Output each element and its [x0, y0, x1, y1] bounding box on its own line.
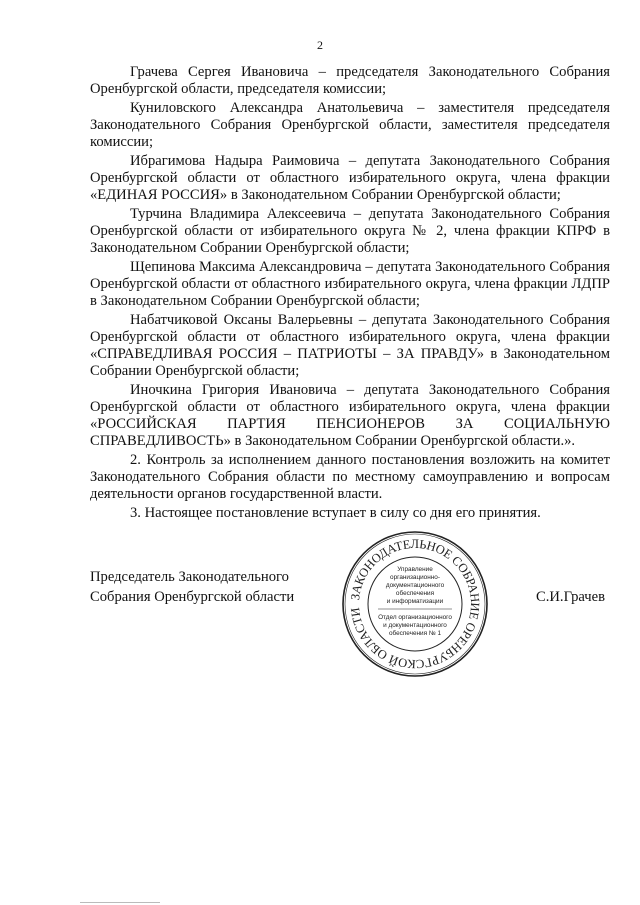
signatory-title-line-2: Собрания Оренбургской области	[90, 589, 295, 605]
commission-member-grachev: Грачева Сергея Ивановича – председателя Законодательного Собрания Оренбургской области, председателя комиссии;	[90, 64, 610, 97]
seal-line-6: Отдел организационного	[378, 614, 452, 621]
clause-3-effective-date: 3. Настоящее постановление вступает в силу со дня его принятия.	[130, 505, 541, 521]
seal-line-4: обеспечения	[395, 590, 435, 597]
commission-member-shchepinov: Щепинова Максима Александровича – депутата Законодательного Собрания Оренбургской области от областного избирательного округа, члена фракции ЛДПР в Законодательном Собрании Оренбургской области;	[90, 259, 610, 309]
commission-member-ibragimov: Ибрагимова Надыра Раимовича – депутата Законодательного Собрания Оренбургской области от областного избирательного округа, члена фракции «ЕДИНАЯ РОССИЯ» в Законодательном Собрании Оренбургской области;	[90, 153, 610, 203]
seal-line-1: Управление	[397, 566, 433, 573]
clause-2-control: 2. Контроль за исполнением данного постановления возложить на комитет Законодательного Собрания области по местному самоуправлению и вопросам деятельности органов государственной власти.	[90, 452, 610, 502]
seal-line-7: и документационного	[383, 622, 447, 629]
seal-line-2: организационно-	[390, 574, 440, 581]
signatory-title	[90, 567, 330, 607]
seal-ring-text: ЗАКОНОДАТЕЛЬНОЕ СОБРАНИЕ ОРЕНБУРГСКОЙ ОБЛАСТИ	[347, 536, 483, 672]
signatory-name: С.И.Грачев	[536, 589, 605, 605]
page-number: 2	[317, 38, 323, 52]
signatory-title-line-1: Председатель Законодательного	[90, 569, 289, 585]
seal-line-8: обеспечения № 1	[388, 630, 442, 637]
commission-member-kunilovsky: Куниловского Александра Анатольевича – заместителя председателя Законодательного Собрания Оренбургской области, заместителя председателя комиссии;	[90, 100, 610, 150]
seal-line-5: и информатизации	[386, 598, 444, 605]
scan-artifact	[80, 902, 160, 903]
commission-member-inochkin: Иночкина Григория Ивановича – депутата Законодательного Собрания Оренбургской области от областного избирательного округа, члена фракции «РОССИЙСКАЯ ПАРТИЯ ПЕНСИОНЕРОВ ЗА СОЦИАЛЬНУЮ СПРАВЕДЛИВОСТЬ» в Законодательном Собрании Оренбургской области.».	[90, 382, 610, 449]
seal-line-3: документационного	[385, 582, 445, 589]
commission-member-nabatchikova: Набатчиковой Оксаны Валерьевны – депутата Законодательного Собрания Оренбургской области от областного избирательного округа, члена фракции «СПРАВЕДЛИВАЯ РОССИЯ – ПАТРИОТЫ – ЗА ПРАВДУ» в Законодательном Собрании Оренбургской области;	[90, 312, 610, 379]
commission-member-turchin: Турчина Владимира Алексеевича – депутата Законодательного Собрания Оренбургской области от избирательного округа № 2, члена фракции КПРФ в Законодательном Собрании Оренбургской области;	[90, 206, 610, 256]
official-seal	[340, 529, 490, 679]
document-body	[90, 64, 610, 524]
